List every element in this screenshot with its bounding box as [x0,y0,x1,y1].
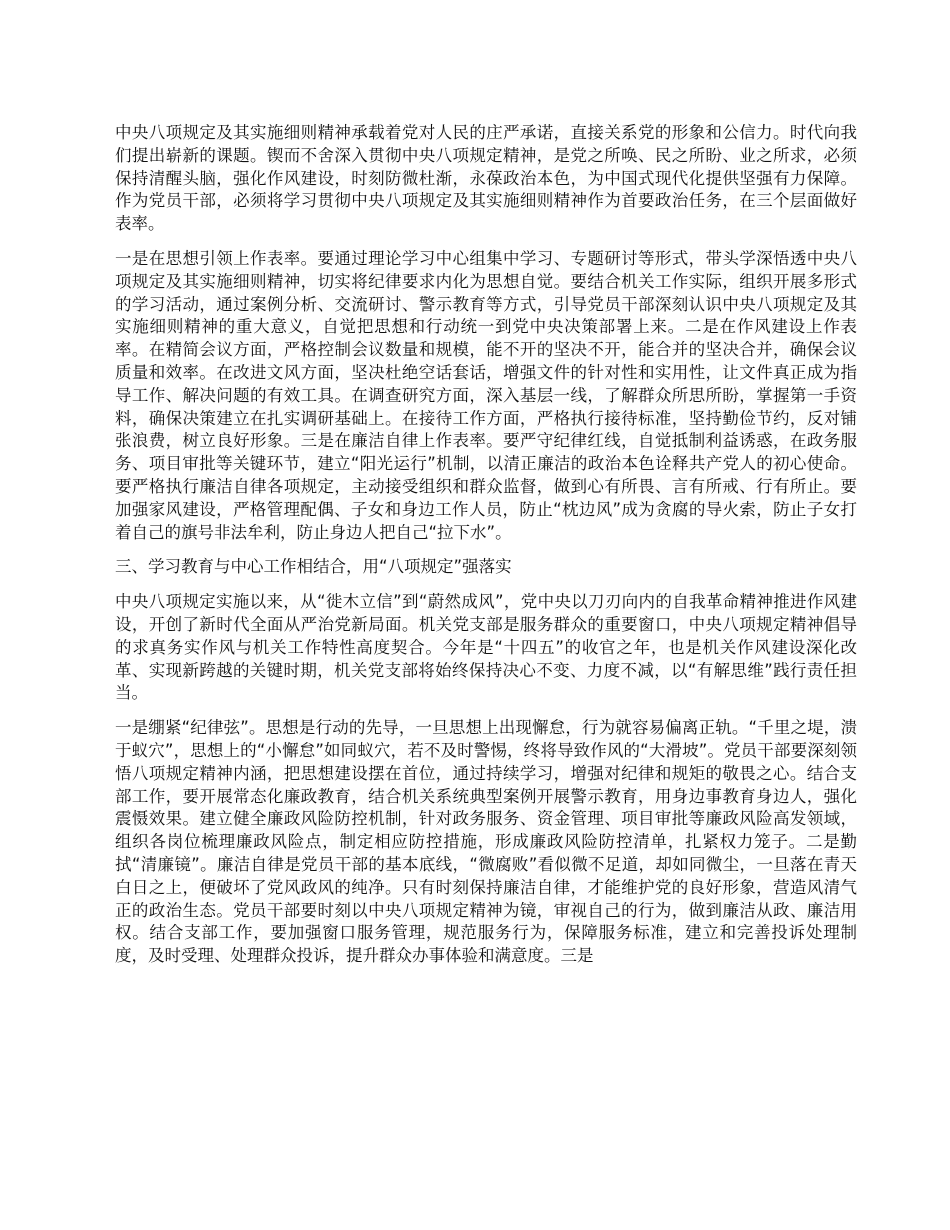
section-heading: 三、学习教育与中心工作相结合，用“八项规定”强落实 [115,557,512,577]
intro-paragraph: 中央八项规定及其实施细则精神承载着党对人民的庄严承诺，直接关系党的形象和公信力。时代向我们提出崭新的课题。锲而不舍深入贯彻中央八项规定精神，是党之所唤、民之所盼、业之所求，必须保持清醒头脑，强化作风建设，时刻防微杜渐，永葆政治本色，为中国式现代化提供坚强有力保障。作为党员干部，必须将学习贯彻中央八项规定及其实施细则精神作为首要政治任务，在三个层面做好表率。 [115,123,857,234]
leadership-paragraph: 一是在思想引领上作表率。要通过理论学习中心组集中学习、专题研讨等形式，带头学深悟透中央八项规定及其实施细则精神，切实将纪律要求内化为思想自觉。要结合机关工作实际，组织开展多形式的学习活动，通过案例分析、交流研讨、警示教育等方式，引导党员干部深刻认识中央八项规定及其实施细则精神的重大意义，自觉把思想和行动统一到党中央决策部署上来。二是在作风建设上作表率。在精简会议方面，严格控制会议数量和规模，能不开的坚决不开，能合并的坚决合并，确保会议质量和效率。在改进文风方面，坚决杜绝空话套话，增强文件的针对性和实用性，让文件真正成为指导工作、解决问题的有效工具。在调查研究方面，深入基层一线，了解群众所思所盼，掌握第一手资料，确保决策建立在扎实调研基础上。在接待工作方面，严格执行接待标准，坚持勤俭节约，反对铺张浪费，树立良好形象。三是在廉洁自律上作表率。要严守纪律红线，自觉抵制利益诱惑，在政务服务、项目审批等关键环节，建立“阳光运行”机制，以清正廉洁的政治本色诠释共产党人的初心使命。要严格执行廉洁自律各项规定，主动接受组织和群众监督，做到心有所畏、言有所戒、行有所止。要加强家风建设，严格管理配偶、子女和身边工作人员，防止“枕边风”成为贪腐的导火索，防止子女打着自己的旗号非法牟利，防止身边人把自己“拉下水”。 [115,248,857,542]
discipline-paragraph: 一是绷紧“纪律弦”。思想是行动的先导，一旦思想上出现懈怠，行为就容易偏离正轨。“千里之堤，溃于蚁穴”，思想上的“小懈怠”如同蚁穴，若不及时警惕，终将导致作风的“大滑坡”。党员干部要深刻领悟八项规定精神内涵，把思想建设摆在首位，通过持续学习，增强对纪律和规矩的敬畏之心。结合支部工作，要开展常态化廉政教育，结合机关系统典型案例开展警示教育，用身边事教育身边人，强化震慑效果。建立健全廉政风险防控机制，针对政务服务、资金管理、项目审批等廉政风险高发领域，组织各岗位梳理廉政风险点，制定相应防控措施，形成廉政风险防控清单，扎紧权力笼子。二是勤拭“清廉镜”。廉洁自律是党员干部的基本底线，“微腐败”看似微不足道，却如同微尘，一旦落在青天白日之上，便破坏了党风政风的纯净。只有时刻保持廉洁自律，才能维护党的良好形象，营造风清气正的政治生态。党员干部要时刻以中央八项规定精神为镜，审视自己的行为，做到廉洁从政、廉洁用权。结合支部工作，要加强窗口服务管理，规范服务行为，保障服务标准，建立和完善投诉处理制度，及时受理、处理群众投诉，提升群众办事体验和满意度。三是 [115,718,857,966]
context-paragraph: 中央八项规定实施以来，从“徙木立信”到“蔚然成风”，党中央以刀刃向内的自我革命精神推进作风建设，开创了新时代全面从严治党新局面。机关党支部是服务群众的重要窗口，中央八项规定精神倡导的求真务实作风与机关工作特性高度契合。今年是“十四五”的收官之年，也是机关作风建设深化改革、实现新跨越的关键时期，机关党支部将始终保持决心不变、力度不减，以“有解思维”践行责任担当。 [115,592,857,703]
document-body [115,122,857,980]
